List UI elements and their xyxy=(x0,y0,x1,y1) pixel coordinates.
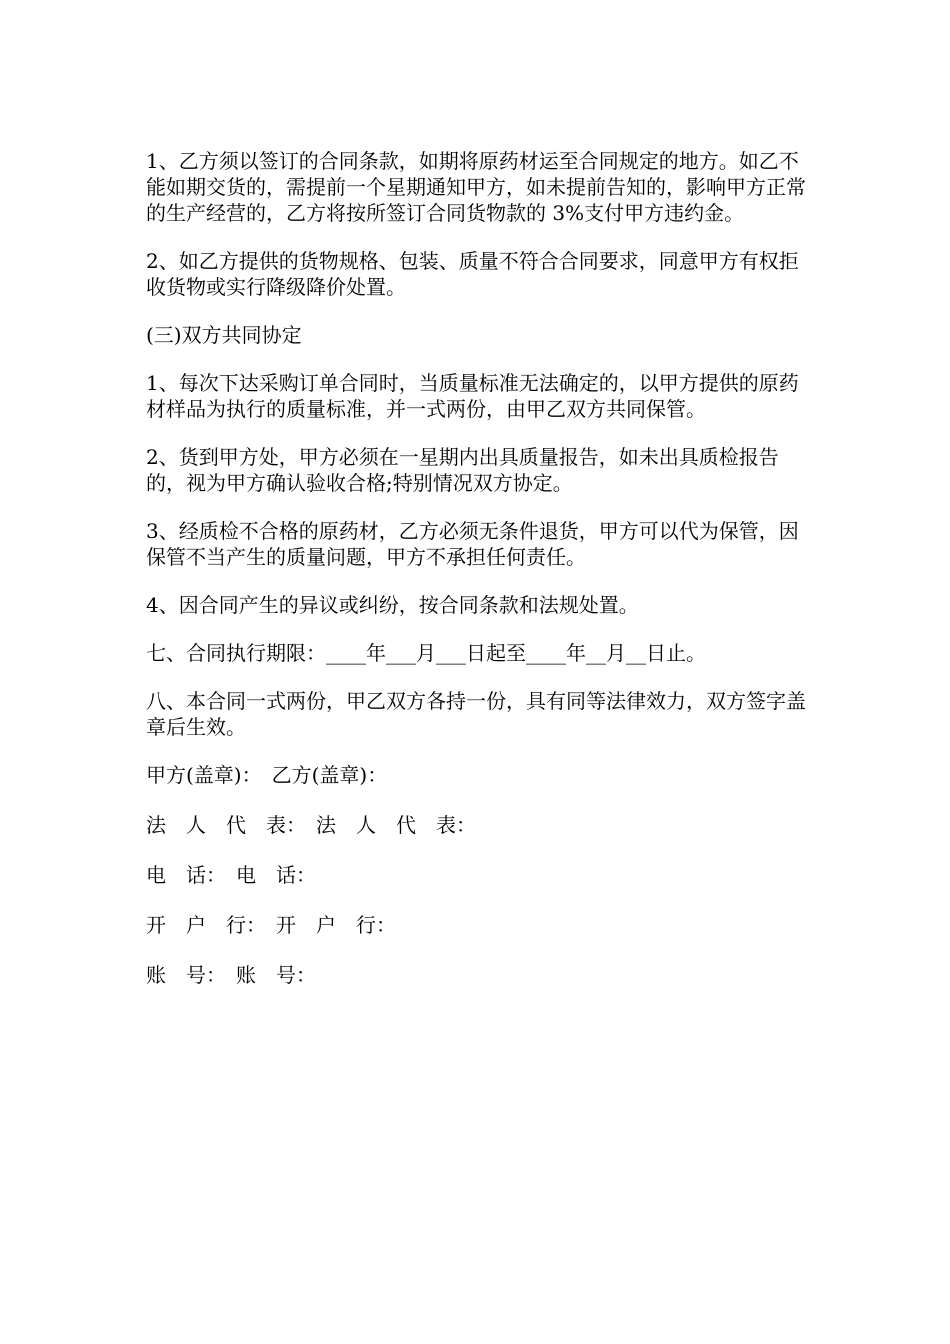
signature-legal-rep-line: 法 人 代 表： 法 人 代 表： xyxy=(146,813,476,837)
document-page xyxy=(146,148,806,1012)
clause-joint-3: 3、经质检不合格的原药材，乙方必须无条件退货，甲方可以代为保管，因保管不当产生的质量问题，甲方不承担任何责任。 xyxy=(146,519,799,569)
contract-copies: 八、本合同一式两份，甲乙双方各持一份，具有同等法律效力，双方签字盖章后生效。 xyxy=(146,689,806,739)
clause-joint-4: 4、因合同产生的异议或纠纷，按合同条款和法规处置。 xyxy=(146,593,639,617)
signature-seal-line: 甲方(盖章)： 乙方(盖章)： xyxy=(146,763,388,787)
clause-yi-2: 2、如乙方提供的货物规格、包装、质量不符合合同要求，同意甲方有权拒收货物或实行降级降价处置。 xyxy=(146,249,799,299)
contract-term: 七、合同执行期限：____年___月___日起至____年__月__日止。 xyxy=(146,641,706,665)
section-heading-joint-agreement: (三)双方共同协定 xyxy=(146,323,302,347)
signature-account-line: 账 号： 账 号： xyxy=(146,963,316,987)
clause-joint-1: 1、每次下达采购订单合同时，当质量标准无法确定的，以甲方提供的原药材样品为执行的质量标准，并一式两份，由甲乙双方共同保管。 xyxy=(146,371,799,421)
clause-yi-1: 1、乙方须以签订的合同条款，如期将原药材运至合同规定的地方。如乙不能如期交货的，需提前一个星期通知甲方，如未提前告知的，影响甲方正常的生产经营的，乙方将按所签订合同货物款的 3%支付甲方违约金。 xyxy=(146,149,806,225)
signature-phone-line: 电 话： 电 话： xyxy=(146,863,316,887)
clause-joint-2: 2、货到甲方处，甲方必须在一星期内出具质量报告，如未出具质检报告的，视为甲方确认验收合格;特别情况双方协定。 xyxy=(146,445,779,495)
signature-bank-line: 开 户 行： 开 户 行： xyxy=(146,913,396,937)
